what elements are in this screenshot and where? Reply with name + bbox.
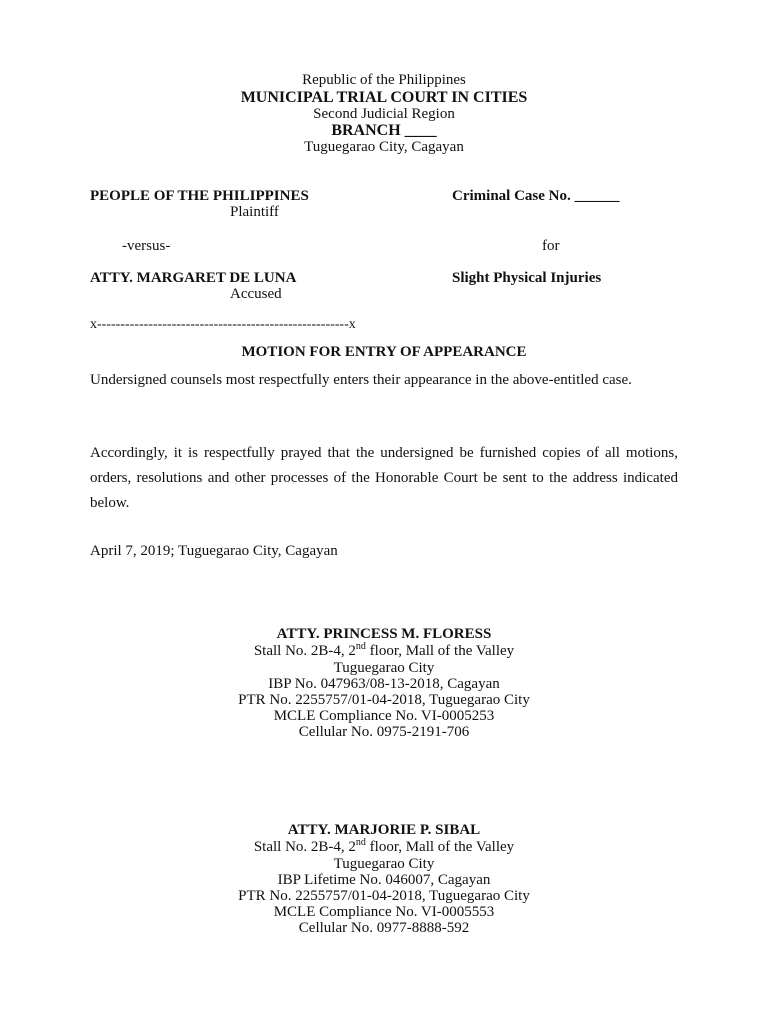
case-number-label: Criminal Case No. ______ <box>452 188 620 204</box>
header-region: Second Judicial Region <box>313 106 455 122</box>
header-court: MUNICIPAL TRIAL COURT IN CITIES <box>240 89 528 106</box>
counsel-mcle: MCLE Compliance No. VI-0005553 <box>273 904 495 920</box>
for-label: for <box>542 238 560 254</box>
counsel-city: Tuguegarao City <box>333 856 435 872</box>
address-superscript: nd <box>355 837 366 848</box>
counsel-mcle: MCLE Compliance No. VI-0005253 <box>273 708 495 724</box>
accused-name: ATTY. MARGARET DE LUNA <box>90 270 297 286</box>
date-line: April 7, 2019; Tuguegarao City, Cagayan <box>90 543 338 559</box>
offense-label: Slight Physical Injuries <box>452 270 602 286</box>
counsel-address <box>0 643 768 660</box>
accused-role: Accused <box>230 286 282 302</box>
address-text-rest: floor, Mall of the Valley <box>365 839 515 855</box>
caption-separator: x------------------------------------------------------x <box>90 317 356 332</box>
counsel-city: Tuguegarao City <box>333 660 435 676</box>
address-superscript: nd <box>355 641 366 652</box>
address-text-rest: floor, Mall of the Valley <box>365 643 515 659</box>
counsel-name: ATTY. MARJORIE P. SIBAL <box>287 822 481 838</box>
header-branch: BRANCH ____ <box>331 122 437 139</box>
counsel-ptr: PTR No. 2255757/01-04-2018, Tuguegarao City <box>238 692 530 708</box>
document-title: MOTION FOR ENTRY OF APPEARANCE <box>241 344 527 360</box>
counsel-cellular: Cellular No. 0977-8888-592 <box>298 920 470 936</box>
counsel-address <box>0 839 768 856</box>
header-country: Republic of the Philippines <box>302 72 466 88</box>
versus-label: -versus- <box>122 238 171 254</box>
counsel-ibp: IBP Lifetime No. 046007, Cagayan <box>277 872 491 888</box>
address-text: Stall No. 2B-4, 2 <box>253 839 356 855</box>
counsel-name: ATTY. PRINCESS M. FLORESS <box>276 626 492 642</box>
paragraph-appearance: Undersigned counsels most respectfully enters their appearance in the above-entitled case. <box>90 372 632 388</box>
paragraph-prayer: Accordingly, it is respectfully prayed that the undersigned be furnished copies of all motions, orders, resolutions and other processes of the Honorable Court be sent to the address indicated below. <box>90 445 678 511</box>
counsel-ptr: PTR No. 2255757/01-04-2018, Tuguegarao City <box>238 888 530 904</box>
plaintiff-name: PEOPLE OF THE PHILIPPINES <box>90 188 309 204</box>
plaintiff-role: Plaintiff <box>230 204 279 220</box>
counsel-cellular: Cellular No. 0975-2191-706 <box>298 724 470 740</box>
address-text: Stall No. 2B-4, 2 <box>253 643 356 659</box>
header-location: Tuguegarao City, Cagayan <box>304 139 464 155</box>
counsel-ibp: IBP No. 047963/08-13-2018, Cagayan <box>268 676 500 692</box>
